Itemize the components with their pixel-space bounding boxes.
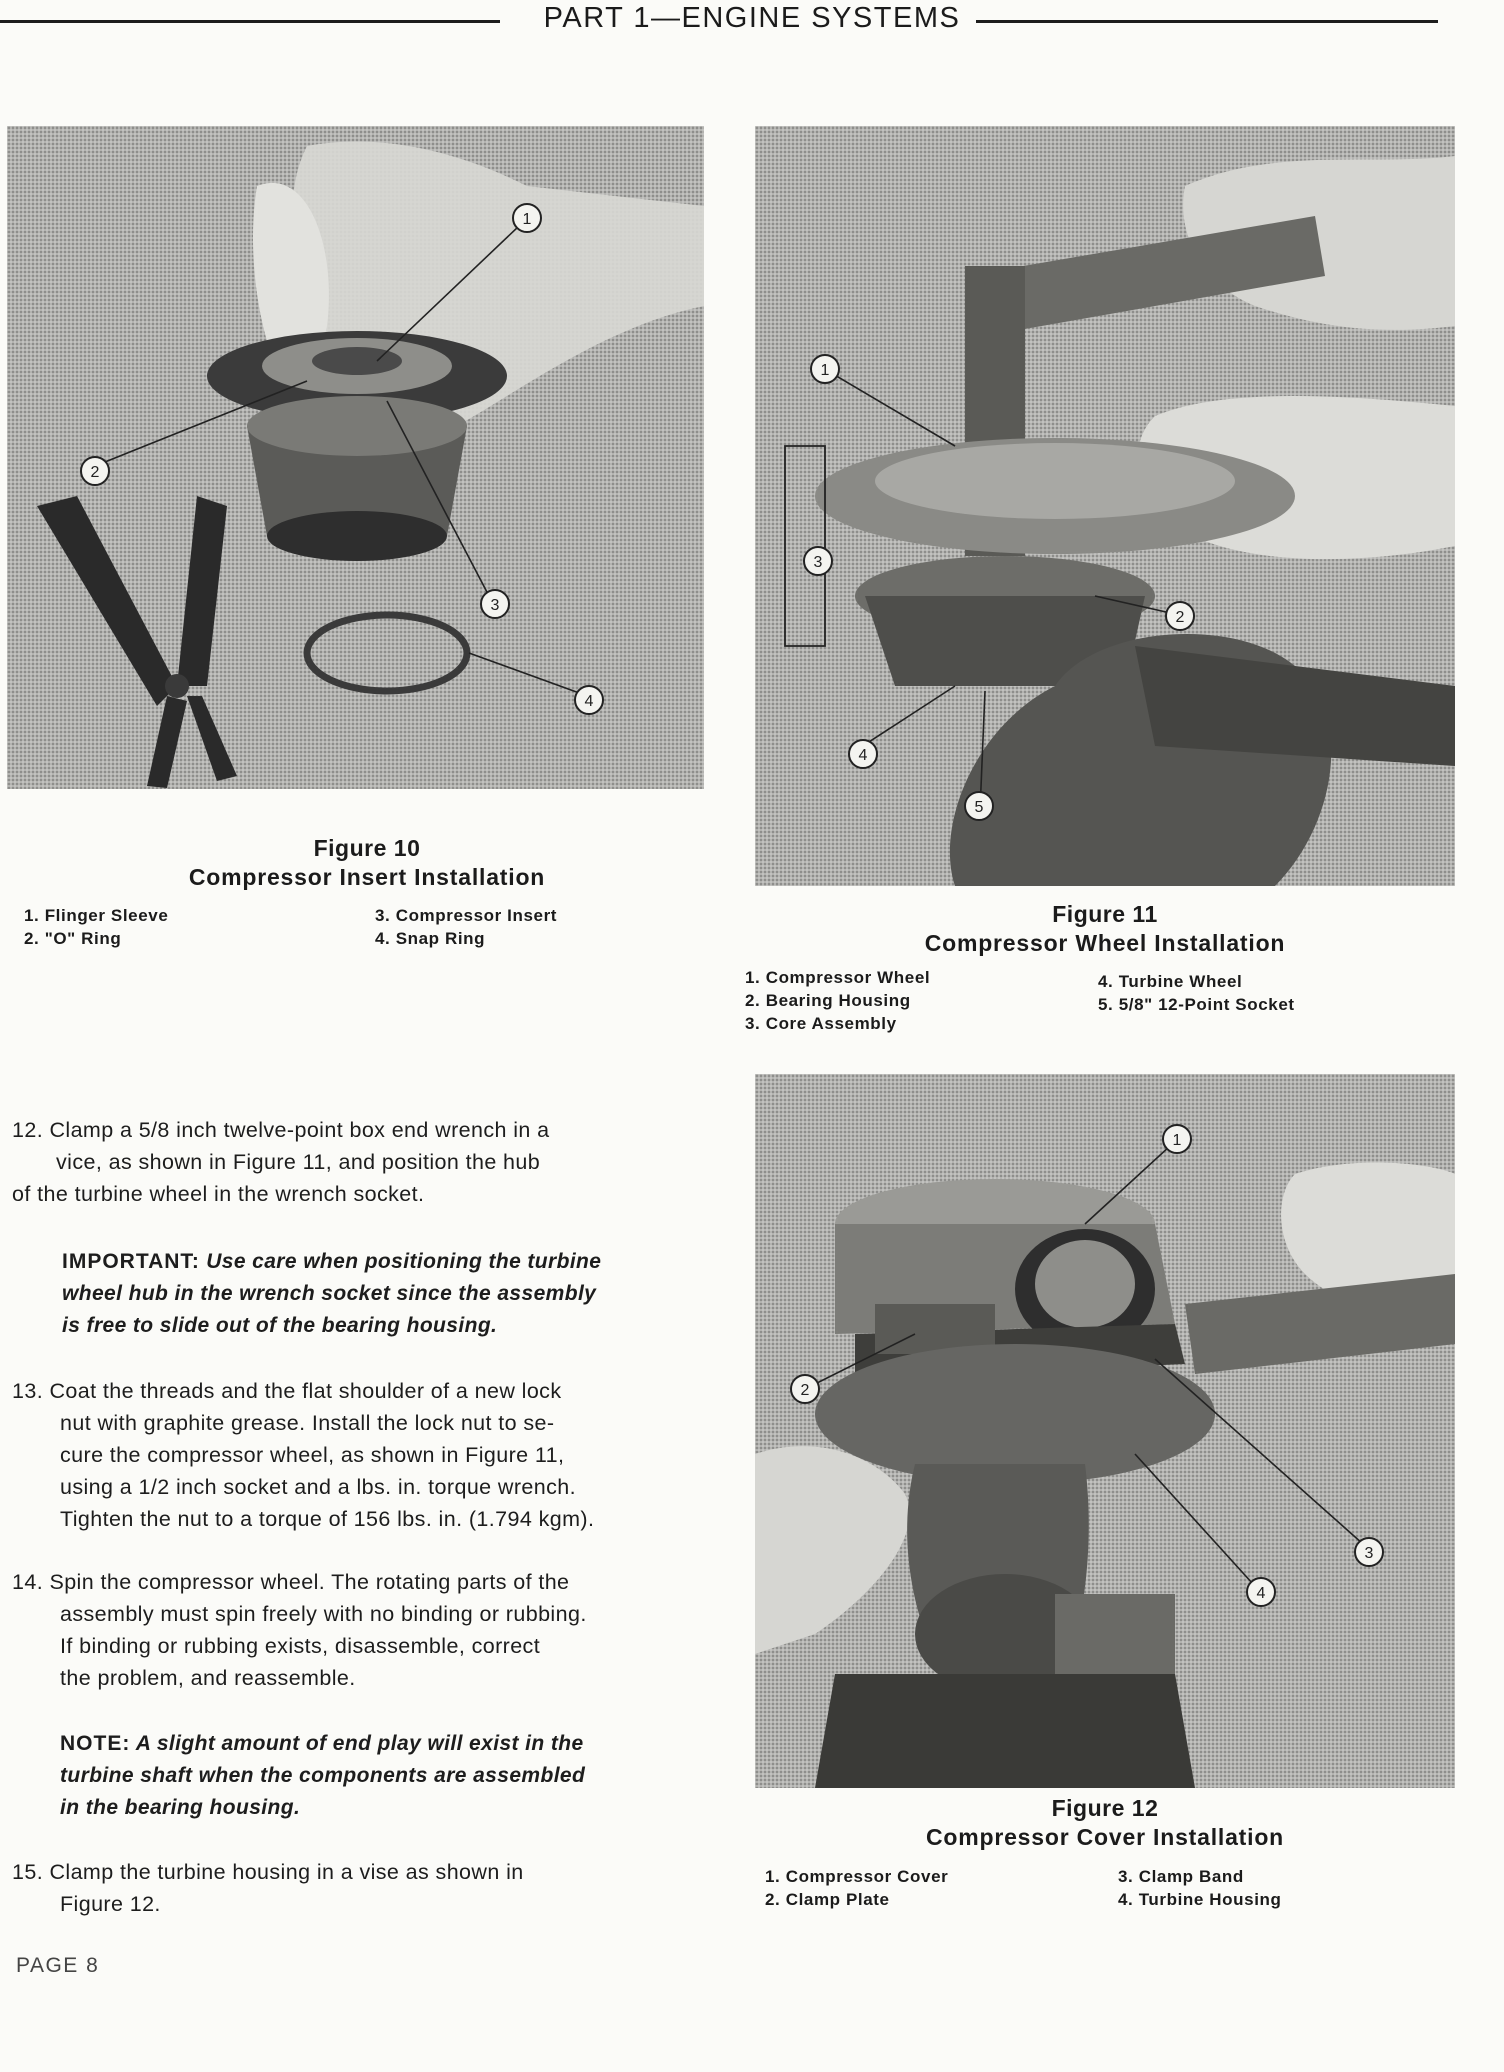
figure-11-title: Compressor Wheel Installation (924, 930, 1286, 956)
figure-10-callout-3 (481, 590, 509, 618)
note-line: Use care when positioning the turbine (206, 1250, 602, 1273)
figure-10-title: Compressor Insert Installation (188, 864, 546, 890)
step-12 (12, 1114, 550, 1210)
header-title: PART 1—ENGINE SYSTEMS (528, 2, 977, 34)
step-line: of the turbine wheel in the wrench socket. (12, 1182, 425, 1206)
page-number: PAGE 8 (16, 1954, 100, 1977)
legend-item: 3. Clamp Band (1118, 1867, 1244, 1886)
svg-text:2: 2 (800, 1382, 810, 1399)
figure-10-caption (7, 835, 727, 891)
step-line: Figure 12. (60, 1892, 161, 1916)
step-line: If binding or rubbing exists, disassemble, correct (60, 1634, 541, 1658)
step-line: the problem, and reassemble. (60, 1666, 356, 1690)
figure-12-callout-2 (791, 1375, 819, 1403)
figure-12-legend-left (765, 1865, 948, 1911)
legend-item: 5. 5/8" 12-Point Socket (1098, 995, 1295, 1014)
figure-10-photo (7, 126, 704, 789)
legend-item: 2. Bearing Housing (745, 991, 911, 1010)
step-line: nut with graphite grease. Install the lock nut to se- (60, 1411, 555, 1435)
page-header (0, 2, 1504, 35)
svg-text:3: 3 (813, 554, 823, 571)
step-line: 15. Clamp the turbine housing in a vise as shown in (12, 1860, 524, 1884)
step-line: using a 1/2 inch socket and a lbs. in. torque wrench. (60, 1475, 576, 1499)
figure-10-callout-2 (81, 457, 109, 485)
important-label: IMPORTANT: (62, 1250, 200, 1273)
figure-12-callout-4 (1247, 1578, 1275, 1606)
figure-12-callout-1 (1163, 1125, 1191, 1153)
figure-11-legend-left (745, 966, 930, 1035)
svg-text:3: 3 (1364, 1545, 1374, 1562)
svg-text:4: 4 (1256, 1585, 1266, 1602)
step-15 (12, 1856, 524, 1920)
figure-12-number: Figure 12 (1051, 1795, 1159, 1821)
figure-10-number: Figure 10 (313, 835, 421, 861)
end-play-note (60, 1728, 585, 1824)
note-line: turbine shaft when the components are assembled (60, 1764, 586, 1787)
figure-11-number: Figure 11 (1052, 901, 1158, 927)
note-line: wheel hub in the wrench socket since the assembly (62, 1282, 597, 1305)
figure-11-callout-1 (811, 355, 839, 383)
figure-10-legend-right (375, 904, 557, 950)
figure-10-callout-1 (513, 204, 541, 232)
svg-text:3: 3 (490, 597, 500, 614)
step-line: 12. Clamp a 5/8 inch twelve-point box end wrench in a (12, 1118, 550, 1142)
figure-11-callout-3 (804, 547, 832, 575)
step-line: 14. Spin the compressor wheel. The rotating parts of the (12, 1570, 570, 1594)
legend-item: 4. Turbine Housing (1118, 1890, 1282, 1909)
important-note (62, 1246, 601, 1342)
figure-12-photo (755, 1074, 1455, 1788)
legend-item: 1. Flinger Sleeve (24, 906, 169, 925)
note-line: A slight amount of end play will exist in the (135, 1732, 584, 1755)
figure-12-title: Compressor Cover Installation (925, 1824, 1285, 1850)
legend-item: 3. Compressor Insert (375, 906, 558, 925)
svg-text:2: 2 (90, 464, 100, 481)
figure-12-caption (755, 1795, 1455, 1851)
svg-text:4: 4 (584, 693, 594, 710)
step-line: cure the compressor wheel, as shown in Figure 11, (60, 1443, 565, 1467)
svg-text:5: 5 (974, 799, 984, 816)
note-line: is free to slide out of the bearing housing. (62, 1314, 498, 1337)
step-line: vice, as shown in Figure 11, and position the hub (56, 1150, 541, 1174)
step-line: assembly must spin freely with no binding or rubbing. (60, 1602, 587, 1626)
legend-item: 2. Clamp Plate (765, 1890, 890, 1909)
legend-item: 4. Snap Ring (375, 929, 486, 948)
step-14 (12, 1566, 587, 1694)
figure-11-callout-4 (849, 740, 877, 768)
legend-item: 4. Turbine Wheel (1098, 972, 1243, 991)
legend-item: 1. Compressor Wheel (745, 968, 931, 987)
figure-11-legend-right (1098, 970, 1295, 1016)
svg-text:1: 1 (820, 362, 830, 379)
figure-11-callout-2 (1166, 602, 1194, 630)
figure-10-callout-4 (575, 686, 603, 714)
figure-11-caption (755, 901, 1455, 957)
legend-item: 3. Core Assembly (745, 1014, 897, 1033)
note-line: in the bearing housing. (60, 1796, 301, 1819)
svg-text:2: 2 (1175, 609, 1185, 626)
note-label: NOTE: (60, 1732, 131, 1755)
legend-item: 1. Compressor Cover (765, 1867, 949, 1886)
figure-12-callout-3 (1355, 1538, 1383, 1566)
figure-11-callout-5 (965, 792, 993, 820)
step-line: 13. Coat the threads and the flat shoulder of a new lock (12, 1379, 562, 1403)
step-13 (12, 1375, 594, 1535)
step-line: Tighten the nut to a torque of 156 lbs. in. (1.794 kgm). (60, 1507, 595, 1531)
figure-10-legend-left (24, 904, 168, 950)
svg-text:1: 1 (1172, 1132, 1182, 1149)
legend-item: 2. "O" Ring (24, 929, 122, 948)
svg-text:4: 4 (858, 747, 868, 764)
figure-11-photo (755, 126, 1455, 886)
svg-text:1: 1 (522, 211, 532, 228)
figure-12-legend-right (1118, 1865, 1282, 1911)
